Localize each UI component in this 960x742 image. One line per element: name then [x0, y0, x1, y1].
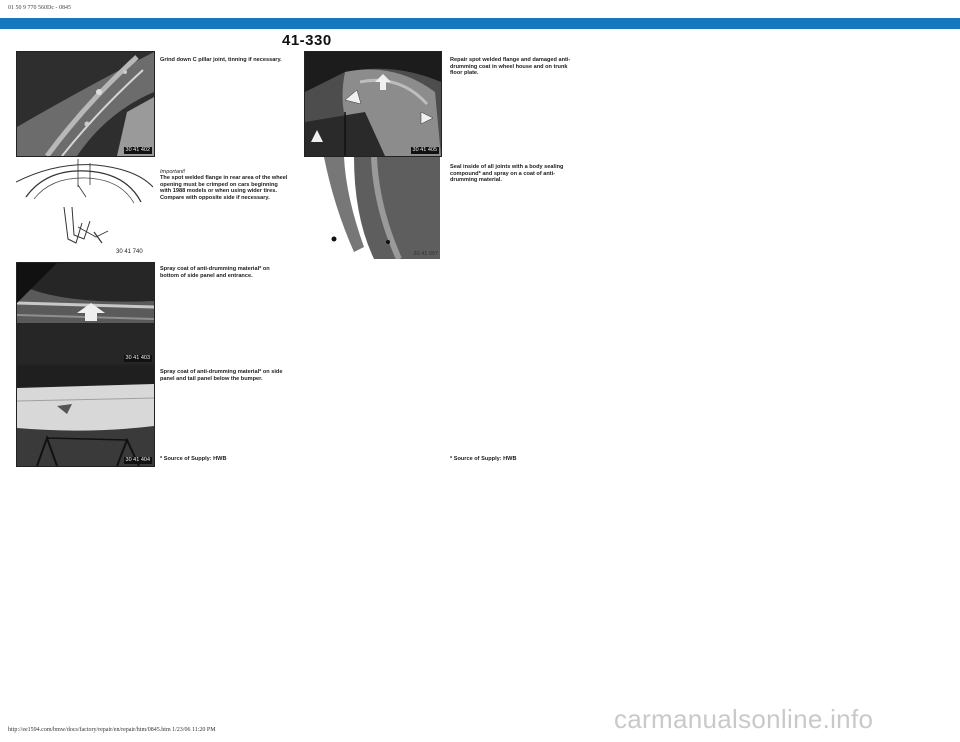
header-bar	[0, 18, 960, 29]
photo-wheel-house-image	[305, 52, 441, 156]
caption-tail-panel: Spray coat of anti-drumming material* on side panel and tail panel below the bumper.	[160, 369, 283, 382]
caption-important	[160, 162, 288, 202]
photo-ref-label: 30 41 402	[125, 147, 150, 153]
photo-joint-seal-image	[304, 157, 440, 259]
photo-c-pillar	[16, 51, 155, 157]
page-number: 41-330	[282, 32, 332, 49]
footer-timestamp: 1/23/06 11:20 PM	[172, 727, 216, 733]
photo-side-panel-bottom	[16, 262, 155, 365]
caption-joint-seal: Seal inside of all joints with a body sealing compound* and spray on a coat of anti-drumming material.	[450, 164, 564, 184]
photo-side-panel-bottom-image	[17, 263, 154, 364]
footnote-left: * Source of Supply: HWB	[160, 456, 227, 462]
photo-ref-label: 30 41 097	[413, 251, 438, 257]
drawing-wheel-opening	[16, 157, 153, 259]
photo-ref-label: 30 41 405	[412, 147, 437, 153]
photo-joint-seal	[304, 157, 440, 259]
photo-tail-panel-image	[17, 366, 154, 466]
photo-c-pillar-image	[17, 52, 154, 156]
document-id: 01 50 9 770 560Dc - 0845	[8, 5, 71, 11]
watermark-text: carmanualsonline.info	[614, 704, 874, 734]
photo-ref-label: 30 41 403	[125, 355, 150, 361]
footer-url	[8, 727, 216, 733]
caption-wheel-house: Repair spot welded flange and damaged anti-drumming coat in wheel house and on trunk floor plate.	[450, 57, 571, 77]
photo-ref-label: 30 41 404	[125, 457, 150, 463]
photo-wheel-house	[304, 51, 442, 157]
caption-important-title: Important!	[160, 168, 186, 175]
footer-url-text: http://ee1594.com/bmw/docs/factory/repair/en/repair/htm/0845.htm	[8, 727, 171, 733]
caption-side-panel-bottom: Spray coat of anti-drumming material* on bottom of side panel and entrance.	[160, 266, 270, 279]
wheel-opening-line-drawing	[16, 157, 153, 259]
photo-tail-panel	[16, 365, 155, 467]
caption-c-pillar: Grind down C pillar joint, tinning if necessary.	[160, 57, 282, 63]
drawing-ref-label: 30 41 740	[116, 249, 143, 255]
caption-important-body: The spot welded flange in rear area of the wheel opening must be crimped on cars beginning with 1988 models or when using wider tires. Compare with opposite side if necessary.	[160, 175, 288, 201]
footnote-right: * Source of Supply: HWB	[450, 456, 517, 462]
